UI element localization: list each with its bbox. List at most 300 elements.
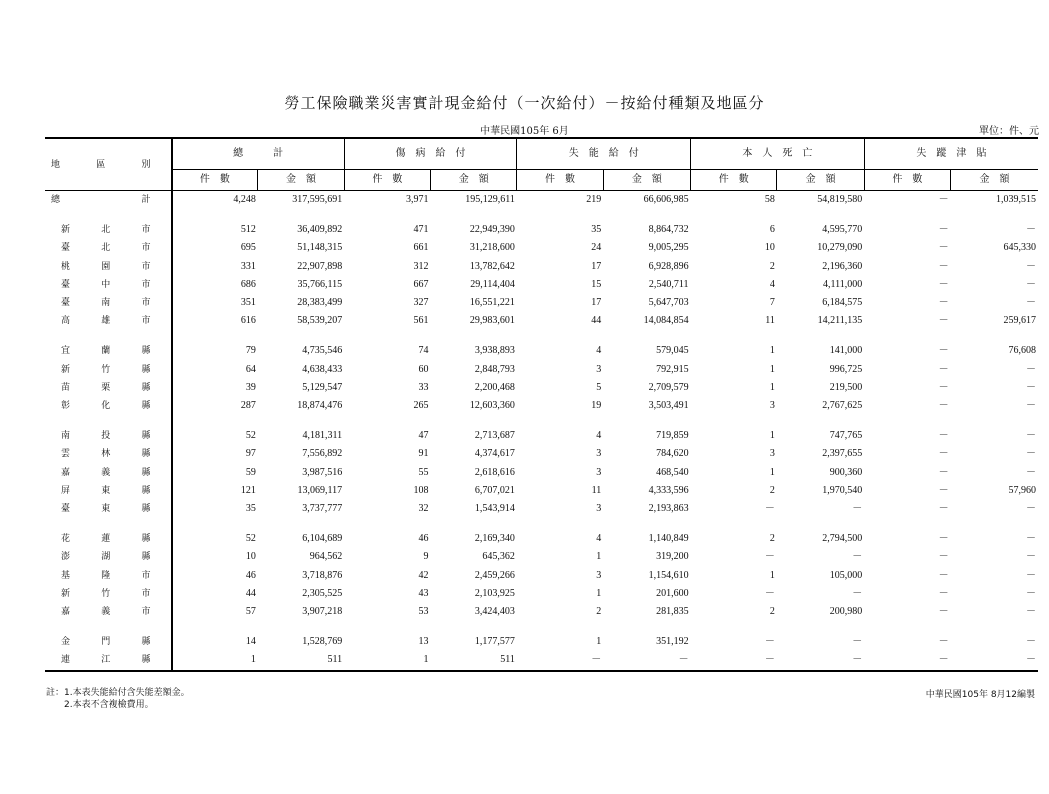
amount-cell: 2,169,340: [474, 533, 515, 545]
amount-cell: 13,069,117: [297, 484, 343, 496]
group-header-sickness: 傷 病 給 付: [344, 138, 517, 170]
count-cell: 14: [245, 636, 256, 648]
amount-cell: －: [852, 587, 863, 599]
count-cell: －: [938, 636, 949, 648]
count-cell: 471: [413, 224, 429, 236]
amount-cell: 2,713,687: [474, 430, 515, 442]
region-name: 澎 湖 縣: [45, 548, 172, 566]
amount-cell: 2,196,360: [822, 260, 863, 272]
amount-cell: 6,104,689: [302, 533, 343, 545]
count-cell: 1: [769, 363, 775, 375]
amount-cell: 16,551,221: [469, 297, 515, 309]
amount-header: 金 額: [777, 170, 864, 191]
amount-cell: 105,000: [829, 569, 863, 581]
region-name: 臺 南 市: [45, 294, 172, 312]
amount-header: 金 額: [258, 170, 344, 191]
count-cell: 1: [769, 466, 775, 478]
amount-cell: 28,383,499: [297, 297, 343, 309]
amount-cell: 29,114,404: [470, 278, 515, 290]
total-row: [45, 191, 1038, 210]
count-cell: －: [938, 466, 949, 478]
count-cell: 7: [769, 297, 775, 309]
table-row: [45, 482, 1038, 500]
region-name: 新 竹 縣: [45, 361, 172, 379]
amount-cell: －: [1026, 381, 1036, 393]
amount-cell: 996,725: [829, 363, 863, 375]
amount-cell: 784,620: [656, 448, 689, 460]
count-cell: 4: [596, 345, 602, 357]
amount-cell: －: [852, 636, 863, 648]
count-cell: －: [938, 363, 949, 375]
header-row-subcols: [45, 170, 1038, 191]
amount-cell: －: [1026, 400, 1036, 412]
spacer-row: [45, 621, 1038, 633]
amount-cell: 4,181,311: [302, 430, 343, 442]
amount-cell: 579,045: [656, 345, 689, 357]
amount-cell: 4,374,617: [474, 448, 515, 460]
region-name: 高 雄 市: [45, 312, 172, 330]
amount-cell: 4,333,596: [648, 484, 689, 496]
count-cell: 2: [769, 606, 775, 618]
count-header: 件 數: [517, 170, 603, 191]
count-cell: 3: [769, 448, 775, 460]
amount-cell: －: [1026, 551, 1036, 563]
region-name: 金 門 縣: [45, 633, 172, 651]
count-cell: －: [938, 194, 949, 205]
amount-header: 金 額: [603, 170, 690, 191]
table-row: [45, 276, 1038, 294]
count-cell: 17: [591, 297, 602, 309]
count-cell: 3: [596, 569, 602, 581]
count-cell: 6: [769, 224, 775, 236]
count-cell: 35: [245, 503, 256, 515]
count-cell: 53: [418, 606, 429, 618]
amount-cell: 13,782,642: [469, 260, 515, 272]
amount-cell: 6,707,021: [474, 484, 515, 496]
amount-cell: 2,193,863: [648, 503, 689, 515]
count-cell: －: [764, 587, 775, 599]
count-cell: －: [938, 242, 949, 254]
count-cell: 3: [596, 503, 602, 515]
amount-cell: －: [1026, 260, 1036, 272]
count-cell: 59: [245, 466, 256, 478]
amount-cell: 12,603,360: [469, 400, 515, 412]
count-cell: 13: [418, 636, 429, 648]
count-cell: 43: [418, 587, 429, 599]
group-header-death: 本 人 死 亡: [691, 138, 865, 170]
table-row: [45, 530, 1038, 548]
amount-cell: 2,767,625: [822, 400, 863, 412]
amount-cell: 4,595,770: [822, 224, 863, 236]
amount-cell: 3,737,777: [302, 503, 343, 515]
amount-cell: 18,874,476: [297, 400, 343, 412]
amount-cell: 1,528,769: [302, 636, 343, 648]
table-row: [45, 633, 1038, 651]
region-name: 總 計: [45, 191, 172, 210]
count-cell: 1: [769, 381, 775, 393]
count-cell: 1: [596, 636, 602, 648]
amount-cell: 511: [327, 654, 343, 666]
region-name: 臺 北 市: [45, 239, 172, 257]
amount-cell: －: [1026, 466, 1036, 478]
amount-cell: 511: [500, 654, 515, 666]
group-header-total: 總 計: [172, 138, 345, 170]
count-cell: －: [938, 381, 949, 393]
amount-cell: －: [1026, 278, 1036, 290]
group-header-disability: 失 能 給 付: [517, 138, 691, 170]
count-cell: 512: [240, 224, 256, 236]
amount-cell: 14,211,135: [817, 315, 863, 327]
count-cell: 11: [765, 315, 775, 327]
table-row: [45, 342, 1038, 360]
amount-cell: －: [1026, 224, 1036, 236]
amount-cell: 4,638,433: [302, 363, 343, 375]
count-cell: 686: [240, 278, 256, 290]
count-cell: －: [938, 606, 949, 618]
footnotes: [46, 687, 190, 711]
amount-cell: －: [1026, 587, 1036, 599]
amount-cell: 5,129,547: [302, 381, 343, 393]
count-cell: 561: [413, 315, 429, 327]
count-cell: 91: [418, 448, 429, 460]
amount-cell: 1,970,540: [822, 484, 863, 496]
count-cell: －: [938, 503, 949, 515]
amount-cell: 2,794,500: [822, 533, 863, 545]
table-row: [45, 445, 1038, 463]
count-cell: 219: [586, 194, 602, 205]
amount-cell: －: [852, 551, 863, 563]
region-name: 雲 林 縣: [45, 445, 172, 463]
count-cell: 3: [596, 466, 602, 478]
amount-cell: 645,330: [1003, 242, 1036, 254]
amount-cell: 2,397,655: [822, 448, 863, 460]
table-row: [45, 548, 1038, 566]
amount-cell: 1,543,914: [474, 503, 515, 515]
amount-cell: 3,424,403: [474, 606, 515, 618]
count-cell: －: [938, 430, 949, 442]
count-cell: －: [938, 260, 949, 272]
table-row: [45, 258, 1038, 276]
region-name: 基 隆 市: [45, 567, 172, 585]
amount-cell: 195,129,611: [465, 194, 515, 205]
table-row: [45, 397, 1038, 415]
amount-cell: 2,200,468: [474, 381, 515, 393]
count-cell: 33: [418, 381, 429, 393]
count-cell: 5: [596, 381, 602, 393]
region-name: 嘉 義 市: [45, 603, 172, 621]
amount-cell: 57,960: [1008, 484, 1036, 496]
amount-cell: 6,184,575: [822, 297, 863, 309]
report-period: 中華民國105年 6月: [480, 126, 569, 137]
count-cell: 616: [240, 315, 256, 327]
amount-cell: 1,154,610: [648, 569, 689, 581]
amount-cell: －: [1026, 654, 1036, 666]
amount-cell: 31,218,600: [469, 242, 515, 254]
count-cell: －: [938, 297, 949, 309]
count-cell: 4,248: [233, 194, 256, 205]
amount-cell: 2,459,266: [474, 569, 515, 581]
count-cell: 667: [413, 278, 429, 290]
count-cell: 64: [245, 363, 256, 375]
amount-cell: 4,111,000: [822, 278, 863, 290]
count-cell: 327: [413, 297, 429, 309]
count-cell: 52: [245, 533, 256, 545]
amount-cell: －: [678, 654, 689, 666]
amount-cell: －: [1026, 606, 1036, 618]
count-cell: 3,971: [406, 194, 429, 205]
count-cell: －: [938, 448, 949, 460]
amount-cell: 259,617: [1003, 315, 1036, 327]
region-name: 新 竹 市: [45, 585, 172, 603]
count-cell: 1: [250, 654, 256, 666]
amount-cell: 2,709,579: [648, 381, 689, 393]
count-cell: 2: [769, 484, 775, 496]
amount-cell: 8,864,732: [648, 224, 689, 236]
amount-cell: 200,980: [829, 606, 863, 618]
spacer-row: [45, 209, 1038, 221]
count-cell: －: [764, 636, 775, 648]
count-cell: －: [938, 587, 949, 599]
amount-cell: 14,084,854: [643, 315, 689, 327]
table-row: [45, 651, 1038, 670]
amount-cell: 3,718,876: [302, 569, 343, 581]
count-cell: －: [938, 551, 949, 563]
amount-cell: 76,608: [1008, 345, 1036, 357]
count-cell: 35: [591, 224, 602, 236]
amount-cell: 2,848,793: [474, 363, 515, 375]
count-cell: 1: [423, 654, 429, 666]
spacer-row: [45, 415, 1038, 427]
region-name: 新 北 市: [45, 221, 172, 239]
amount-cell: 1,140,849: [648, 533, 689, 545]
amount-cell: 6,928,896: [648, 260, 689, 272]
table-row: [45, 427, 1038, 445]
region-name: 苗 栗 縣: [45, 379, 172, 397]
amount-cell: 281,835: [656, 606, 689, 618]
amount-cell: 201,600: [656, 587, 689, 599]
amount-cell: 54,819,580: [817, 194, 863, 205]
amount-cell: 3,907,218: [302, 606, 343, 618]
count-cell: 24: [591, 242, 602, 254]
count-cell: 1: [769, 345, 775, 357]
amount-cell: 719,859: [656, 430, 689, 442]
count-cell: 55: [418, 466, 429, 478]
compiled-date: 中華民國105年 8月12編製: [925, 690, 1035, 700]
region-name: 連 江 縣: [45, 651, 172, 670]
amount-cell: 2,103,925: [474, 587, 515, 599]
count-cell: 1: [596, 551, 602, 563]
amount-cell: －: [852, 503, 863, 515]
count-cell: 10: [245, 551, 256, 563]
count-cell: 331: [240, 260, 256, 272]
count-cell: 265: [413, 400, 429, 412]
amount-header: 金 額: [951, 170, 1038, 191]
unit-label: 單位：件、元: [979, 126, 1039, 137]
count-cell: 60: [418, 363, 429, 375]
count-cell: 15: [591, 278, 602, 290]
table-row: [45, 603, 1038, 621]
header-row-groups: [45, 138, 1038, 170]
count-cell: －: [938, 484, 949, 496]
amount-cell: 4,735,546: [302, 345, 343, 357]
amount-cell: 351,192: [656, 636, 689, 648]
count-cell: 57: [245, 606, 256, 618]
amount-cell: 3,503,491: [648, 400, 689, 412]
count-cell: 2: [769, 533, 775, 545]
region-name: 桃 園 市: [45, 258, 172, 276]
amount-cell: 317,595,691: [292, 194, 343, 205]
count-cell: 108: [413, 484, 429, 496]
count-cell: 10: [764, 242, 775, 254]
amount-cell: 5,647,703: [648, 297, 689, 309]
amount-cell: －: [1026, 636, 1036, 648]
count-cell: －: [938, 400, 949, 412]
spacer-row: [45, 518, 1038, 530]
count-cell: 1: [596, 587, 602, 599]
amount-cell: 3,938,893: [474, 345, 515, 357]
count-cell: －: [591, 654, 602, 666]
count-cell: 32: [418, 503, 429, 515]
count-cell: －: [938, 224, 949, 236]
count-cell: 312: [413, 260, 429, 272]
count-header: 件 數: [172, 170, 258, 191]
amount-cell: 219,500: [829, 381, 863, 393]
count-cell: 79: [245, 345, 256, 357]
count-cell: 3: [596, 448, 602, 460]
table-row: [45, 361, 1038, 379]
amount-cell: 645,362: [482, 551, 515, 563]
count-cell: 4: [596, 430, 602, 442]
amount-cell: 35,766,115: [297, 278, 343, 290]
table-row: [45, 239, 1038, 257]
count-cell: 17: [591, 260, 602, 272]
amount-cell: 900,360: [829, 466, 863, 478]
count-cell: －: [764, 503, 775, 515]
amount-cell: 141,000: [829, 345, 863, 357]
amount-header: 金 額: [431, 170, 517, 191]
count-cell: 44: [591, 315, 602, 327]
region-name: 嘉 義 縣: [45, 464, 172, 482]
footnote-2: 2.本表不含複檢費用。: [46, 700, 154, 710]
amount-cell: 9,005,295: [648, 242, 689, 254]
count-cell: －: [938, 315, 949, 327]
count-cell: －: [764, 551, 775, 563]
statistics-table: [45, 137, 1038, 672]
count-cell: 3: [769, 400, 775, 412]
region-header: 地 區 別: [45, 138, 172, 191]
amount-cell: 2,540,711: [648, 278, 689, 290]
amount-cell: 51,148,315: [297, 242, 343, 254]
count-cell: 11: [591, 484, 602, 496]
count-header: 件 數: [864, 170, 950, 191]
region-name: 宜 蘭 縣: [45, 342, 172, 360]
amount-cell: －: [1026, 430, 1036, 442]
amount-cell: 792,915: [656, 363, 689, 375]
table-row: [45, 221, 1038, 239]
region-name: 臺 東 縣: [45, 500, 172, 518]
region-name: 南 投 縣: [45, 427, 172, 445]
count-header: 件 數: [691, 170, 777, 191]
amount-cell: 22,907,898: [297, 260, 343, 272]
table-row: [45, 294, 1038, 312]
count-cell: 4: [596, 533, 602, 545]
count-cell: 42: [418, 569, 429, 581]
count-cell: 97: [245, 448, 256, 460]
amount-cell: 2,618,616: [474, 466, 515, 478]
count-cell: －: [938, 654, 949, 666]
amount-cell: 1,039,515: [996, 194, 1036, 205]
amount-cell: 468,540: [656, 466, 689, 478]
count-cell: －: [764, 654, 775, 666]
amount-cell: 36,409,892: [297, 224, 343, 236]
page-title: 勞工保險職業災害實計現金給付（一次給付）－按給付種類及地區分: [284, 94, 765, 112]
region-name: 彰 化 縣: [45, 397, 172, 415]
table-row: [45, 379, 1038, 397]
table-row: [45, 464, 1038, 482]
amount-cell: －: [852, 654, 863, 666]
count-cell: 39: [245, 381, 256, 393]
count-header: 件 數: [344, 170, 430, 191]
amount-cell: －: [1026, 569, 1036, 581]
amount-cell: －: [1026, 503, 1036, 515]
amount-cell: 7,556,892: [302, 448, 343, 460]
count-cell: －: [938, 569, 949, 581]
count-cell: 19: [591, 400, 602, 412]
table-row: [45, 585, 1038, 603]
amount-cell: －: [1026, 297, 1036, 309]
group-header-missing: 失 蹤 津 貼: [864, 138, 1038, 170]
amount-cell: 964,562: [309, 551, 343, 563]
table-row: [45, 567, 1038, 585]
amount-cell: 1,177,577: [474, 636, 515, 648]
count-cell: 287: [240, 400, 256, 412]
count-cell: 74: [418, 345, 429, 357]
amount-cell: －: [1026, 363, 1036, 375]
region-name: 屏 東 縣: [45, 482, 172, 500]
table-row: [45, 500, 1038, 518]
amount-cell: 29,983,601: [469, 315, 515, 327]
count-cell: 2: [596, 606, 602, 618]
count-cell: 121: [240, 484, 256, 496]
count-cell: －: [938, 345, 949, 357]
count-cell: 9: [423, 551, 429, 563]
count-cell: 3: [596, 363, 602, 375]
amount-cell: 747,765: [829, 430, 863, 442]
count-cell: 1: [769, 430, 775, 442]
count-cell: 2: [769, 260, 775, 272]
footnote-1: 註：1.本表失能給付含失能差額金。: [46, 688, 190, 698]
count-cell: 695: [240, 242, 256, 254]
count-cell: 47: [418, 430, 429, 442]
spacer-row: [45, 330, 1038, 342]
count-cell: －: [938, 278, 949, 290]
amount-cell: 2,305,525: [302, 587, 343, 599]
amount-cell: 319,200: [656, 551, 689, 563]
amount-cell: －: [1026, 448, 1036, 460]
amount-cell: 22,949,390: [469, 224, 515, 236]
table-row: [45, 312, 1038, 330]
count-cell: 4: [769, 278, 775, 290]
count-cell: 1: [769, 569, 775, 581]
count-cell: 46: [245, 569, 256, 581]
count-cell: 351: [240, 297, 256, 309]
count-cell: －: [938, 533, 949, 545]
amount-cell: 66,606,985: [643, 194, 689, 205]
count-cell: 58: [764, 194, 775, 205]
amount-cell: 3,987,516: [302, 466, 343, 478]
count-cell: 52: [245, 430, 256, 442]
amount-cell: 58,539,207: [297, 315, 343, 327]
